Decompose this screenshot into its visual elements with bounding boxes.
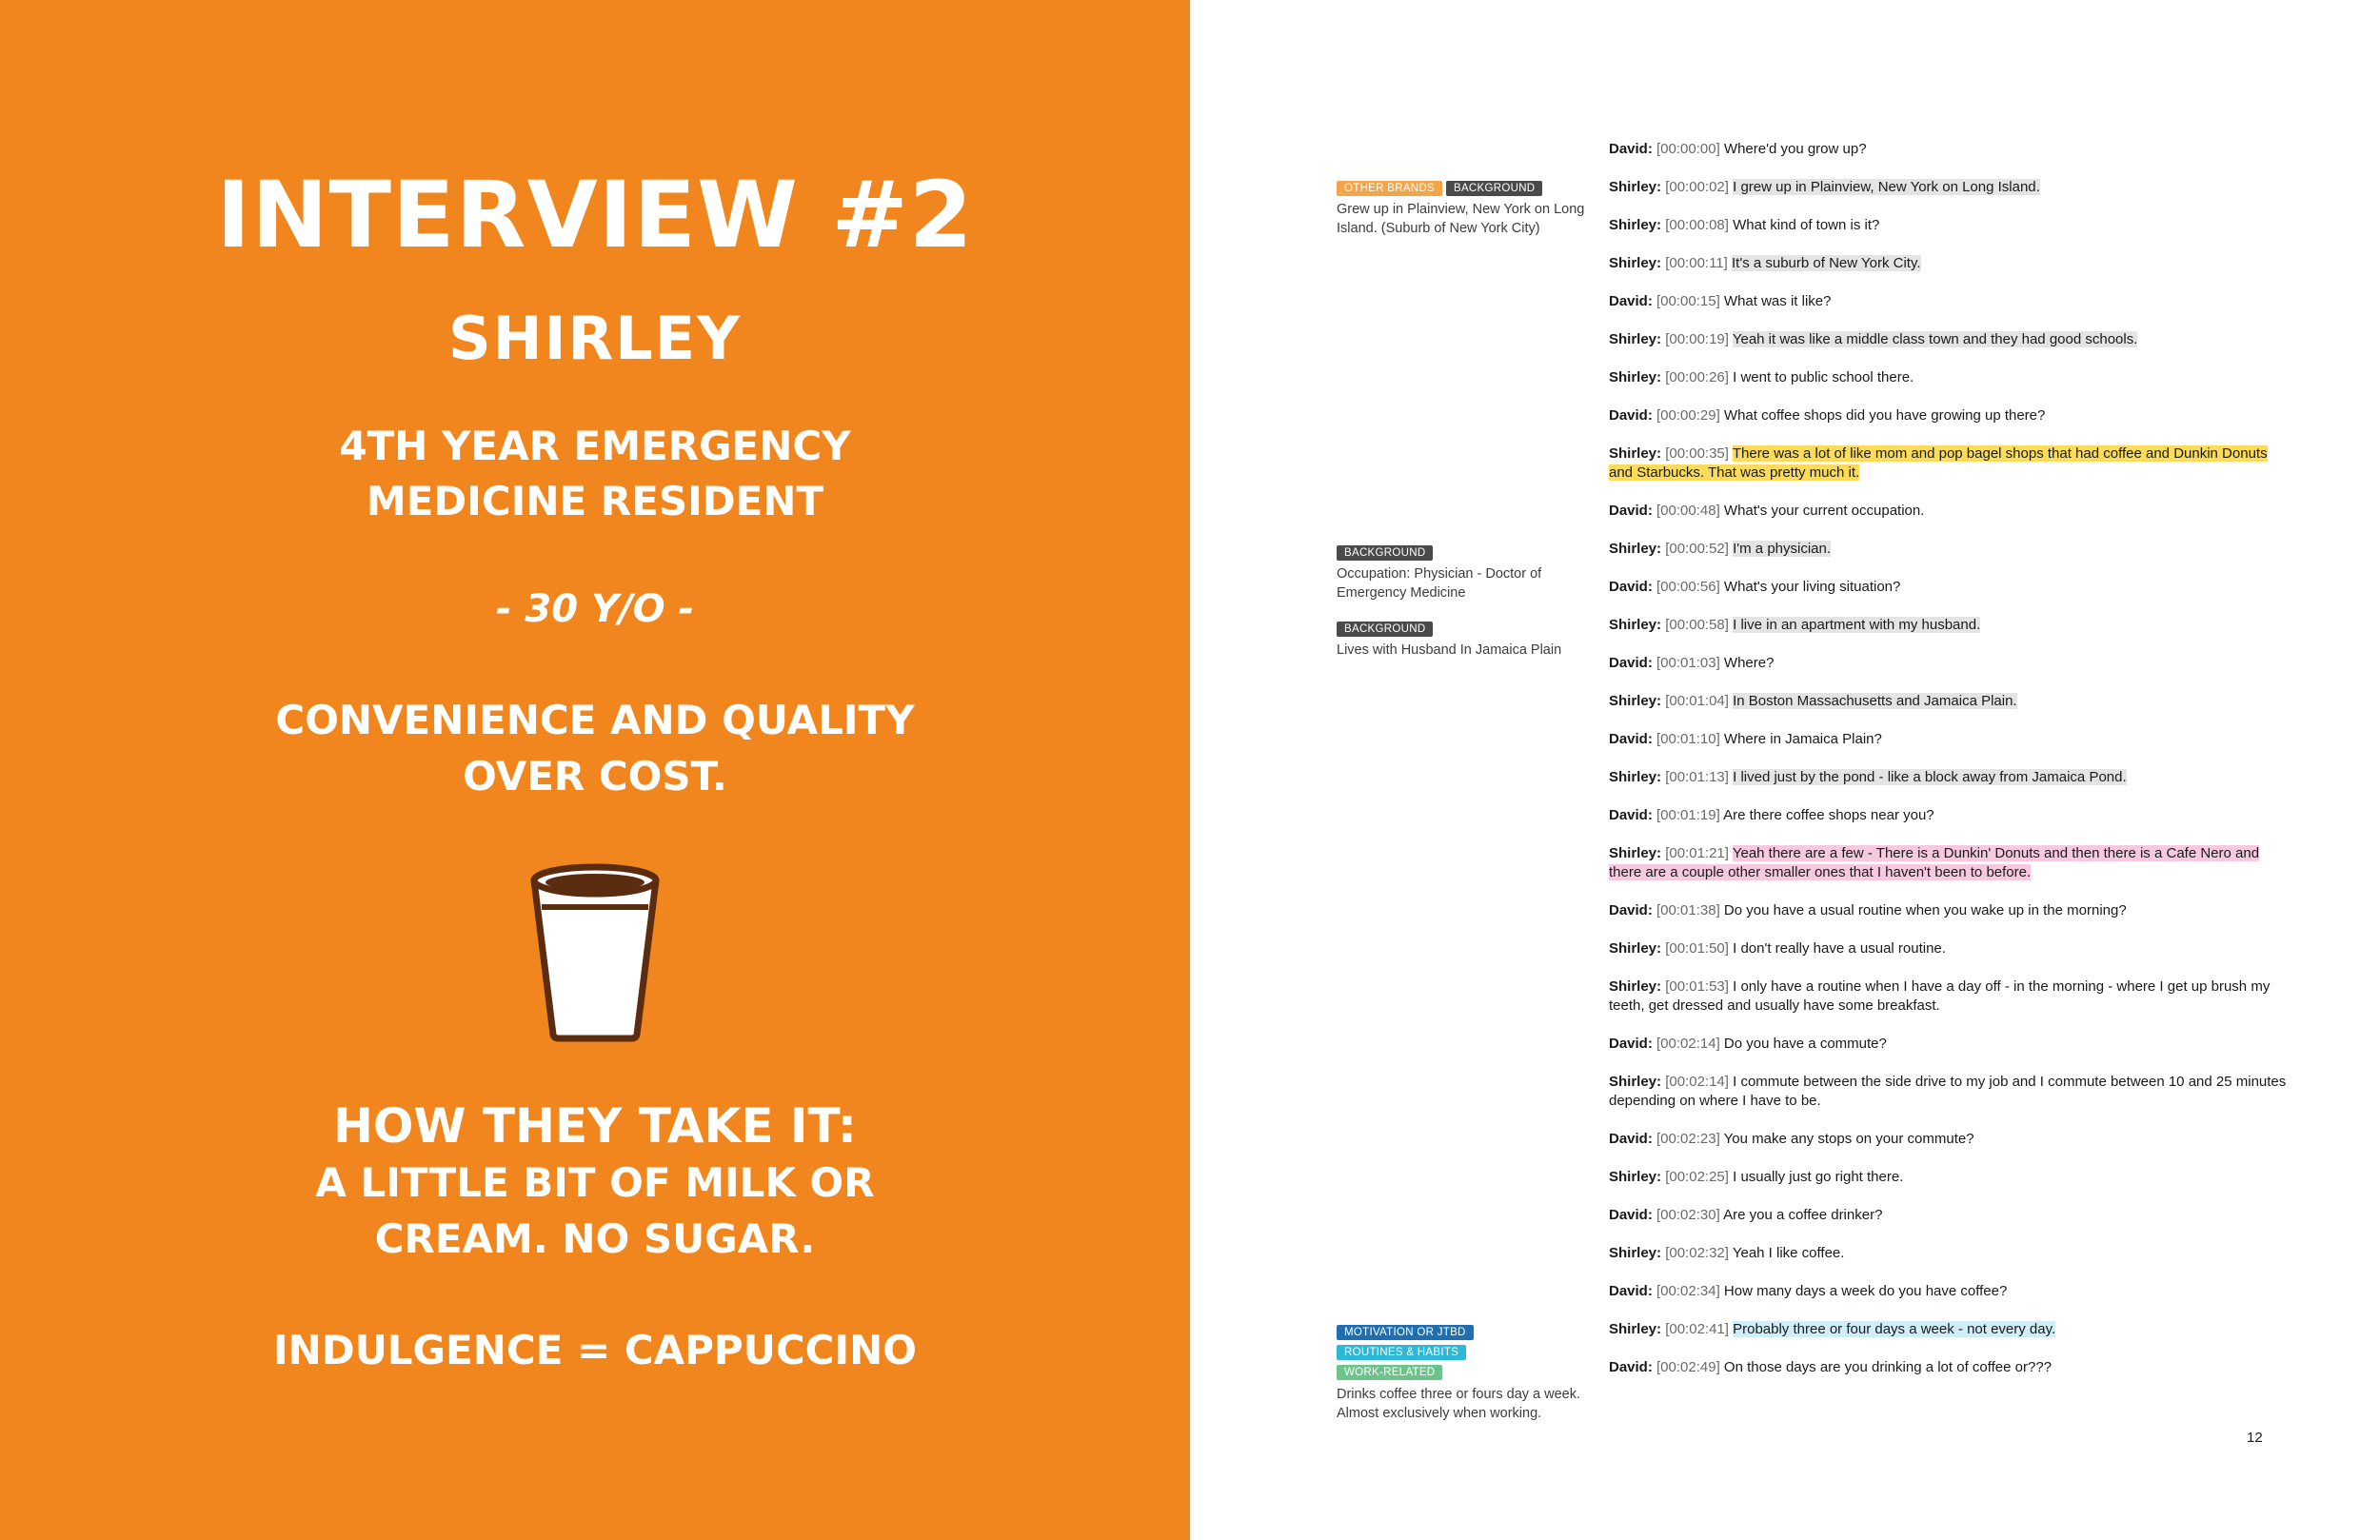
utterance: I usually just go right there. <box>1733 1169 1904 1185</box>
coffee-cup-icon <box>528 861 662 1042</box>
role-line-2: MEDICINE RESIDENT <box>366 478 824 524</box>
utterance: What kind of town is it? <box>1733 217 1880 233</box>
timestamp: [00:00:52] <box>1665 541 1729 557</box>
utterance: Are there coffee shops near you? <box>1723 807 1934 823</box>
speaker-name: Shirley: <box>1609 217 1662 233</box>
utterance: What coffee shops did you have growing up there? <box>1723 407 2046 424</box>
transcript-line <box>1609 1358 2294 1377</box>
transcript-line <box>1609 939 2294 958</box>
timestamp: [00:01:10] <box>1656 731 1720 747</box>
note-text: Lives with Husband In Jamaica Plain <box>1337 642 1562 658</box>
speaker-name: David: <box>1609 1036 1653 1052</box>
highlighted-utterance: Yeah it was like a middle class town and they had good schools. <box>1732 331 2138 347</box>
utterance: Where in Jamaica Plain? <box>1723 731 1882 747</box>
highlighted-utterance: Probably three or four days a week - not every day. <box>1733 1321 2056 1337</box>
transcript-line <box>1609 844 2294 882</box>
speaker-name: David: <box>1609 579 1653 595</box>
indulgence-label: INDULGENCE = CAPPUCCINO <box>273 1327 917 1373</box>
tag-group <box>1337 181 1596 196</box>
transcript-line <box>1609 1282 2294 1301</box>
timestamp: [00:01:03] <box>1656 655 1720 671</box>
tag-group <box>1337 1325 1596 1380</box>
note-text: Drinks coffee three or fours day a week. Almost exclusively when working. <box>1337 1387 1581 1421</box>
timestamp: [00:02:25] <box>1665 1169 1729 1185</box>
transcript-line <box>1609 1244 2294 1263</box>
timestamp: [00:01:38] <box>1656 902 1720 918</box>
transcript-line <box>1609 692 2294 711</box>
speaker-name: David: <box>1609 655 1653 671</box>
timestamp: [00:00:26] <box>1665 369 1729 385</box>
highlighted-utterance: In Boston Massachusetts and Jamaica Plain. <box>1733 693 2017 709</box>
note-text: Grew up in Plainview, New York on Long Island. (Suburb of New York City) <box>1337 202 1585 236</box>
utterance: How many days a week do you have coffee? <box>1723 1283 2008 1299</box>
transcript-line <box>1609 1073 2294 1111</box>
timestamp: [00:01:21] <box>1665 845 1729 861</box>
utterance: What was it like? <box>1723 293 1832 309</box>
tag-badge: BACKGROUND <box>1337 545 1433 561</box>
transcript-line <box>1609 254 2294 273</box>
highlighted-utterance: It's a suburb of New York City. <box>1732 255 1921 271</box>
transcript-line <box>1609 292 2294 311</box>
utterance: What's your current occupation. <box>1723 503 1925 519</box>
transcript-line <box>1609 654 2294 673</box>
timestamp: [00:00:00] <box>1656 141 1720 157</box>
utterance: Are you a coffee drinker? <box>1723 1207 1883 1223</box>
highlighted-utterance: I live in an apartment with my husband. <box>1733 617 1981 633</box>
speaker-name: David: <box>1609 902 1653 918</box>
tag-badge: OTHER BRANDS <box>1337 181 1442 196</box>
highlighted-utterance: I grew up in Plainview, New York on Long Island. <box>1733 179 2040 195</box>
speaker-name: Shirley: <box>1609 769 1662 785</box>
timestamp: [00:02:23] <box>1656 1131 1720 1147</box>
speaker-name: David: <box>1609 1283 1653 1299</box>
timestamp: [00:00:19] <box>1665 331 1729 347</box>
transcript-line <box>1609 977 2294 1016</box>
speaker-name: David: <box>1609 807 1653 823</box>
role-line-1: 4TH YEAR EMERGENCY <box>339 423 851 469</box>
timestamp: [00:00:11] <box>1665 255 1728 271</box>
timestamp: [00:02:14] <box>1656 1036 1720 1052</box>
timestamp: [00:00:08] <box>1665 217 1729 233</box>
highlighted-utterance: I'm a physician. <box>1733 541 1832 557</box>
tag-group <box>1337 622 1596 637</box>
how-they-take-it-line-2: CREAM. NO SUGAR. <box>374 1215 816 1262</box>
speaker-name: Shirley: <box>1609 331 1662 347</box>
tag-badge: WORK-RELATED <box>1337 1365 1442 1380</box>
timestamp: [00:00:58] <box>1665 617 1729 633</box>
how-they-take-it-heading: HOW THEY TAKE IT: <box>333 1098 857 1154</box>
speaker-name: David: <box>1609 503 1653 519</box>
transcript-line <box>1609 901 2294 920</box>
transcript-line <box>1609 1130 2294 1149</box>
timestamp: [00:02:49] <box>1656 1359 1720 1375</box>
transcript-line <box>1609 330 2294 349</box>
utterance: Where? <box>1723 655 1775 671</box>
transcript-line <box>1609 140 2294 159</box>
speaker-name: David: <box>1609 1207 1653 1223</box>
speaker-name: David: <box>1609 293 1653 309</box>
highlighted-utterance: There was a lot of like mom and pop bagel shops that had coffee and Dunkin Donuts and Starbucks. That was pretty much it. <box>1609 445 2268 481</box>
timestamp: [00:02:41] <box>1665 1321 1729 1337</box>
speaker-name: David: <box>1609 1131 1653 1147</box>
annotation-note <box>1337 545 1596 602</box>
timestamp: [00:00:29] <box>1656 407 1720 424</box>
speaker-name: David: <box>1609 141 1653 157</box>
speaker-name: Shirley: <box>1609 1321 1662 1337</box>
timestamp: [00:01:50] <box>1665 940 1729 957</box>
timestamp: [00:02:34] <box>1656 1283 1720 1299</box>
speaker-name: Shirley: <box>1609 617 1662 633</box>
speaker-name: Shirley: <box>1609 1169 1662 1185</box>
tag-badge: BACKGROUND <box>1337 622 1433 637</box>
speaker-name: Shirley: <box>1609 940 1662 957</box>
speaker-name: Shirley: <box>1609 1245 1662 1261</box>
transcript-line <box>1609 1206 2294 1225</box>
transcript-line <box>1609 616 2294 635</box>
utterance: Do you have a commute? <box>1723 1036 1887 1052</box>
utterance: Where'd you grow up? <box>1723 141 1867 157</box>
transcript-line <box>1609 806 2294 825</box>
motto-line-2: OVER COST. <box>463 753 727 800</box>
timestamp: [00:01:13] <box>1665 769 1729 785</box>
transcript-line <box>1609 444 2294 483</box>
timestamp: [00:00:56] <box>1656 579 1720 595</box>
transcript-line <box>1609 178 2294 197</box>
transcript-line <box>1609 578 2294 597</box>
transcript-line <box>1609 768 2294 787</box>
utterance: I only have a routine when I have a day off - in the morning - where I get up brush my teeth, get dressed and usually have some breakfast. <box>1609 978 2271 1014</box>
transcript-line <box>1609 1035 2294 1054</box>
annotation-note <box>1337 622 1596 660</box>
timestamp: [00:01:53] <box>1665 978 1729 995</box>
speaker-name: Shirley: <box>1609 693 1662 709</box>
speaker-name: Shirley: <box>1609 179 1662 195</box>
how-they-take-it-line-1: A LITTLE BIT OF MILK OR <box>315 1159 875 1206</box>
timestamp: [00:01:19] <box>1656 807 1720 823</box>
transcript-line <box>1609 216 2294 235</box>
transcript-line <box>1609 540 2294 559</box>
page-number: 12 <box>2247 1430 2263 1446</box>
tag-badge: ROUTINES & HABITS <box>1337 1345 1466 1360</box>
timestamp: [00:02:32] <box>1665 1245 1729 1261</box>
utterance: I commute between the side drive to my job and I commute between 10 and 25 minutes depending on where I have to be. <box>1609 1074 2287 1109</box>
highlighted-utterance: Yeah there are a few - There is a Dunkin' Donuts and then there is a Cafe Nero and there are a couple other smaller ones that I haven't been to before. <box>1609 845 2260 880</box>
timestamp: [00:01:04] <box>1665 693 1729 709</box>
speaker-name: David: <box>1609 1359 1653 1375</box>
note-text: Occupation: Physician - Doctor of Emergency Medicine <box>1337 566 1542 601</box>
transcript-line <box>1609 730 2294 749</box>
transcript-line <box>1609 368 2294 387</box>
utterance: What's your living situation? <box>1723 579 1901 595</box>
transcript-line <box>1609 1320 2294 1339</box>
speaker-name: Shirley: <box>1609 1074 1662 1090</box>
motto-line-1: CONVENIENCE AND QUALITY <box>275 697 915 743</box>
utterance: Do you have a usual routine when you wake up in the morning? <box>1723 902 2127 918</box>
speaker-name: Shirley: <box>1609 445 1662 462</box>
speaker-name: David: <box>1609 407 1653 424</box>
age-label: - 30 Y/O - <box>495 587 695 631</box>
speaker-name: Shirley: <box>1609 255 1662 271</box>
utterance: I don't really have a usual routine. <box>1733 940 1946 957</box>
speaker-name: Shirley: <box>1609 845 1662 861</box>
utterance: I went to public school there. <box>1733 369 1914 385</box>
interviewee-name: SHIRLEY <box>447 304 743 373</box>
utterance: On those days are you drinking a lot of coffee or??? <box>1723 1359 2053 1375</box>
transcript-line <box>1609 1168 2294 1187</box>
timestamp: [00:02:14] <box>1665 1074 1729 1090</box>
timestamp: [00:00:48] <box>1656 503 1720 519</box>
timestamp: [00:02:30] <box>1656 1207 1720 1223</box>
transcript-line <box>1609 502 2294 521</box>
utterance: Yeah I like coffee. <box>1732 1245 1845 1261</box>
speaker-name: Shirley: <box>1609 369 1662 385</box>
timestamp: [00:00:35] <box>1665 445 1729 462</box>
speaker-name: Shirley: <box>1609 978 1662 995</box>
annotation-note <box>1337 1325 1596 1423</box>
speaker-name: David: <box>1609 731 1653 747</box>
highlighted-utterance: I lived just by the pond - like a block away from Jamaica Pond. <box>1733 769 2127 785</box>
annotation-note <box>1337 181 1596 238</box>
tag-badge: MOTIVATION OR JTBD <box>1337 1325 1474 1340</box>
speaker-name: Shirley: <box>1609 541 1662 557</box>
transcript-line <box>1609 406 2294 425</box>
timestamp: [00:00:02] <box>1665 179 1729 195</box>
utterance: You make any stops on your commute? <box>1723 1131 1974 1147</box>
tag-badge: BACKGROUND <box>1446 181 1542 196</box>
tag-group <box>1337 545 1596 561</box>
timestamp: [00:00:15] <box>1656 293 1720 309</box>
page-title: INTERVIEW #2 <box>216 162 974 268</box>
